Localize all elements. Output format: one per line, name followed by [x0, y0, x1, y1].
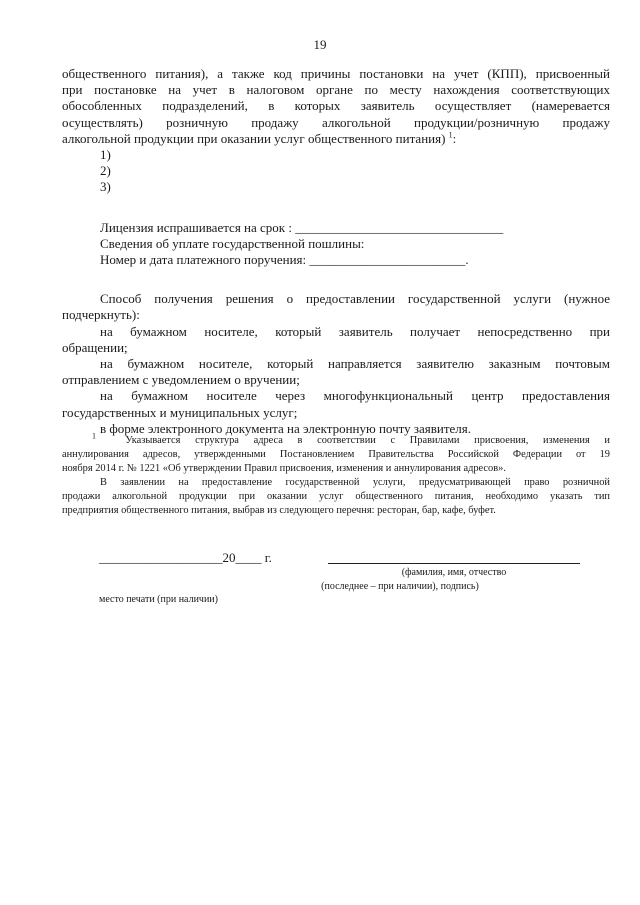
method-option: в форме электронного документа на электронную почту заявителя.	[100, 420, 472, 436]
intro-last-line	[62, 131, 610, 147]
footnote-2-line: продажи алкогольной продукции при оказании услуг общественного питания, необходимо указать тип	[62, 491, 610, 502]
license-term-field: Лицензия испрашивается на срок : ________________________________	[100, 219, 504, 235]
footnote-1-text: Указывается структура адреса в соответствии с Правилами присвоения, изменения и	[125, 435, 610, 446]
signature-caption: (фамилия, имя, отчество	[401, 567, 507, 578]
signature-date-field: ___________________20____ г.	[99, 550, 272, 565]
footnotes	[62, 431, 610, 518]
footnote-1-mark: 1	[92, 431, 96, 441]
method-option: обращении;	[62, 339, 128, 355]
footnote-1-line: аннулирования адресов, утвержденными Постановлением Правительства Российской Федерации от 19	[62, 449, 610, 460]
intro-line: осуществлять) розничную продажу алкогольной продукции/розничную продажу	[62, 114, 610, 130]
intro-line: общественного питания), а также код причины постановки на учет (КПП), присвоенный	[62, 66, 610, 81]
intro-last-text: алкогольной продукции при оказании услуг общественного питания)	[62, 130, 446, 146]
list-item: 2)	[100, 163, 111, 179]
footnote-reference: 1	[448, 130, 453, 140]
footnote-1-line: ноября 2014 г. № 1221 «Об утверждении Правил присвоения, изменения и аннулирования адресов».	[62, 463, 506, 474]
footnote-2: В заявлении на предоставление государственной услуги, предусматривающей право розничной	[100, 477, 610, 488]
method-option: на бумажном носителе, который заявитель получает непосредственно при	[100, 323, 610, 339]
intro-line: при постановке на учет в налоговом органе по месту нахождения соответствующих	[62, 82, 610, 98]
footnote-2-line: предприятия общественного питания, выбрав из следующего перечня: ресторан, бар, кафе, буфет.	[62, 505, 496, 516]
list-item: 1)	[100, 147, 111, 163]
main-content	[62, 66, 610, 437]
stamp-label: место печати (при наличии)	[99, 594, 218, 605]
fee-info-label: Сведения об уплате государственной пошлины:	[100, 235, 365, 251]
method-heading: подчеркнуть):	[62, 307, 140, 323]
intro-line: обособленных подразделений, в которых заявитель осуществляет (намеревается	[62, 98, 610, 114]
footnote-1	[92, 431, 610, 448]
method-option: на бумажном носителе, который направляется заявителю заказным почтовым	[100, 356, 610, 372]
payment-order-field: Номер и дата платежного поручения: ________________________.	[100, 252, 469, 268]
method-heading: Способ получения решения о предоставлении государственной услуги (нужное	[100, 291, 610, 307]
method-option: отправлением с уведомлением о вручении;	[62, 372, 300, 388]
signature-line	[328, 563, 580, 564]
method-option: государственных и муниципальных услуг;	[62, 404, 298, 420]
list-item: 3)	[100, 179, 111, 195]
method-option: на бумажном носителе через многофункциональный центр предоставления	[100, 388, 610, 404]
intro-colon: :	[452, 130, 457, 146]
signature-caption: (последнее – при наличии), подпись)	[321, 581, 479, 592]
page-number: 19	[313, 37, 327, 52]
